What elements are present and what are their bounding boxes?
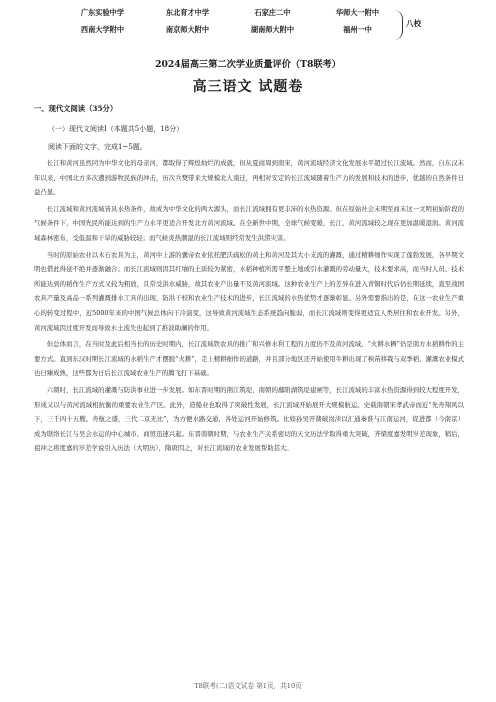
school-list bbox=[60, 4, 400, 38]
school-row-2 bbox=[60, 21, 400, 38]
bracket-divider bbox=[394, 10, 403, 40]
school-row-1 bbox=[60, 4, 400, 21]
exam-title: 2024届高三第二次学业质量评价（T8联考） bbox=[155, 59, 341, 70]
school-name: 南京师大附中 bbox=[165, 24, 210, 34]
school-name: 湖南师大附中 bbox=[250, 24, 295, 34]
school-header bbox=[60, 4, 436, 56]
subsection-heading: （一）现代文阅读Ⅰ（本题共5小题，18分） bbox=[48, 125, 184, 133]
passage-paragraph: 长江和黄河虽然同为中华文化的母亲河，都取得了辉煌灿烂的成就，但从夏商周到南宋，黄河流域经济文化发展水平超过长江流域。然而，自东汉末年以来，中国北方多次遭到游牧民族的冲击，历次兵燹带来大规模北人南迁，再相对安定的长江流域随着生产力的发展和技术的进步，优越的自然条件日益凸显。 bbox=[34, 159, 464, 197]
school-name: 东北育才中学 bbox=[165, 7, 210, 17]
school-name: 西南大学附中 bbox=[80, 24, 125, 34]
alliance-label: 八校 bbox=[406, 19, 422, 28]
passage-body bbox=[34, 156, 464, 458]
school-name: 石家庄二中 bbox=[254, 7, 291, 17]
school-name: 华师大一附中 bbox=[335, 7, 380, 17]
instruction-text: 阅读下面的文字，完成1~5题。 bbox=[48, 143, 147, 151]
passage-paragraph: 长江流域和黄河流域皆具水热条件，故成为中华文化的两大源头，而长江流域拥有更丰沛的水热资源。但在原始社会末期至商末这一文明初始阶段的气候条件下，中国先民所能达到的生产力水平更适合开发北方黄河流域。在全新世中期，全球气候变暖，长江、黄河流域较之现在更加温暖湿润。黄河流域森林密布，受低温和干旱的威胁较轻；而气候炎热潮湿的长江流域则经常发生洪涝灾害。 bbox=[34, 204, 464, 242]
page-footer: T8联考(二)语文试卷 第1页，共10页 bbox=[194, 682, 302, 690]
section-heading: 一、现代文阅读（35分） bbox=[34, 104, 118, 113]
school-name: 福州一中 bbox=[343, 24, 372, 34]
passage-paragraph: 但总体而言，在当时及此后相当长的历史时期内，长江流域铁农具的推广和兴修水利工程的力度仍不及黄河流域，“火耕水耨”仍是南方水稻耕作的主要方式。直到东汉时期长江流域的水稻生产才摆脱“火耕”，走上精耕细作的道路，并且部分地区还开始使用牛耕出现了秧苗移栽与双季稻，灌溉农业模式也日臻成熟，这些都为日后长江流域农业生产的腾飞打下基础。 bbox=[34, 340, 464, 378]
passage-paragraph: 六朝时，长江流域的灌溉与防洪事业进一步发展。如东晋时期的荆江筑堤，南朝的鄱阳湖筑堤建闸等，长江流域的丰富水热资源得到较大程度开发，形成又以与黄河流域相抗衡的重要农业生产区。此外，造船业也取得了突破性发展，长江流域开始展开大规模航运。史载南朝宋孝武帝而近“先舟翔风以下，三千四十五艘。舟航之盛，三代二京无比”，为方便水路交通，各处运河开始修筑。比如孙吴开凿破岗渎以汇通秦淮与江南运河，促进都（今南京）成为联络长江与吴会水运的中心城市，商贸迅速兴起。东晋南朝时期，与农业生产关系密切的天文历法学取得重大突破，齐梁度嘉发明岁差现象，稍后，祖冲之将度嘉的岁差学说引入历法（大明历），隋唐因之，对长江流域的农业发展帮助甚大。 bbox=[34, 385, 464, 453]
passage-paragraph: 当时的原始农业以木石农具为主，黄河中上游的囊帝农业依托肥沃疏松的黄土和黄河及其大小支流的灌溉，通过精耕细作实现了莲勃发展，各早期文明也借此得延不绝并逐渐融合；而长江流域则因其红壤的土质较为紧密，水稻种植所需平整土地或引水灌溉的劳动量大，技术要求高，而当时人员、技术所能达到的稻作生产方式又较为粗放，且常受洪水威胁，故其农业产出量不及黄河流域。这种农业生产上的差异在进入青铜时代后仍长期延续，直至战国农具产量及高品一系列灌溉排水工具的出现，防洪干校和农业生产技术的进步，长江流域的水热优势才逐渐彰显。另外需要指出的是，在这一农业生产重心的转变过程中，近5000年来的中国气候总体向干冷演变，这导致黄河流域生态系统趋向脆弱，而长江流域则变得更适宜人类居住和农业开发。另外，黄河流域因过度开发而导致水土流失也起到了推波助澜的作用。 bbox=[34, 250, 464, 332]
school-name: 广东实验中学 bbox=[80, 7, 125, 17]
paper-title: 高三语文 试题卷 bbox=[192, 79, 304, 95]
